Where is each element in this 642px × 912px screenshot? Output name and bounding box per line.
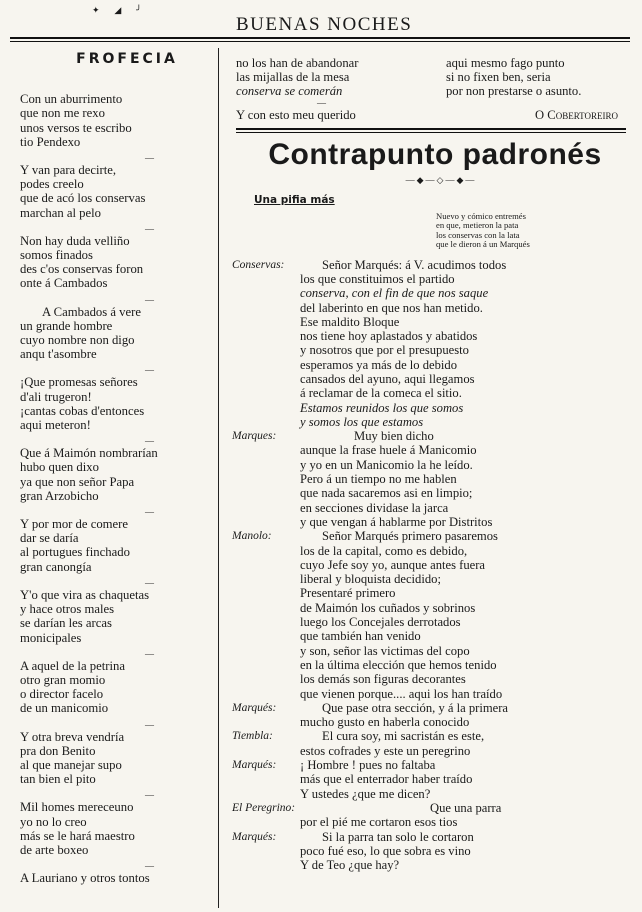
speech-line: y nosotros que por el presupuesto xyxy=(300,343,469,358)
stanza-line: yo no lo creo xyxy=(20,814,87,829)
header-rule-thin xyxy=(10,41,630,42)
stanza-line: que non me rexo xyxy=(20,106,105,121)
header-rule xyxy=(10,37,630,39)
stanza-line: un grande hombre xyxy=(20,318,113,333)
speech-line: de Maimón los cuñados y sobrinos xyxy=(300,600,476,615)
section-rule-thin xyxy=(236,132,626,133)
profecia-column xyxy=(20,52,212,889)
speech-line: Que pase otra sección, y á la primera xyxy=(322,700,509,715)
verse-line: por non prestarse o asunto. xyxy=(446,84,582,98)
stanza xyxy=(20,871,212,885)
speech-line: en la última elección que hemos tenido xyxy=(300,657,497,672)
top-verse xyxy=(226,56,626,98)
stanza-line: cuyo nombre non digo xyxy=(20,333,135,348)
right-column xyxy=(226,56,626,872)
stanza-divider: — xyxy=(145,223,154,234)
intro-line: Nuevo y cómico entremés xyxy=(436,211,526,221)
intro-line: los conservas con la lata xyxy=(436,229,520,240)
speech xyxy=(226,758,626,801)
stanza xyxy=(20,375,212,432)
stanza-divider: — xyxy=(145,294,154,305)
masthead-title: BUENAS NOCHES xyxy=(236,14,413,35)
speech-line: Muy bien dicho xyxy=(354,429,434,444)
stanza-line: Y por mor de comere xyxy=(20,517,129,532)
stanza-line: al que manejar supo xyxy=(20,757,122,772)
top-verse-left xyxy=(226,56,421,98)
speech-line: Señor Marqués primero pasaremos xyxy=(322,529,498,544)
speech-line: mucho gusto en haberla conocido xyxy=(300,715,470,730)
profecia-title: FROFECIA xyxy=(76,51,178,67)
intro-line: en que, metieron la pata xyxy=(436,220,519,231)
speech-line: los que constituimos el partido xyxy=(300,271,455,286)
verse-line: conserva se comerán xyxy=(236,84,343,98)
stanza xyxy=(20,517,212,574)
verse-line: Y con esto meu querido xyxy=(236,108,356,122)
speaker-label: Marqués: xyxy=(232,701,277,714)
speech-line: los de la capital, como es debido, xyxy=(300,543,468,558)
speech-line: Y de Teo ¿que hay? xyxy=(300,858,400,873)
stanza-line: hubo quen dixo xyxy=(20,460,99,475)
intro-verse xyxy=(436,212,616,250)
speech-line: aunque la frase huele á Manicomio xyxy=(300,443,477,458)
stanza-line: aqui meteron! xyxy=(20,418,91,433)
speech-line: conserva, con el fin de que nos saque xyxy=(300,286,489,301)
stanza xyxy=(20,92,212,149)
speech-line: á reclamar de la comeca el sitio. xyxy=(300,386,462,401)
stanza-line: al portugues finchado xyxy=(20,545,130,560)
speaker-label: Tiembla: xyxy=(232,730,273,743)
verse-line: si no fixen ben, seria xyxy=(446,70,551,84)
speaker-label: Marques: xyxy=(232,430,277,443)
speech-line: Que una parra xyxy=(430,800,502,815)
verse-line: aqui mesmo fago punto xyxy=(446,56,565,70)
verse-line: no los han de abandonar xyxy=(236,56,359,70)
stanza-line: des c'os conservas foron xyxy=(20,262,144,277)
speech xyxy=(226,801,626,830)
speech-lines xyxy=(300,729,626,758)
stanza xyxy=(20,446,212,503)
top-verse-right xyxy=(446,56,626,98)
stanza-line: Y van para decirte, xyxy=(20,163,117,178)
speech xyxy=(226,701,626,730)
speech-line: que vienen porque.... aqui los han traído xyxy=(300,686,503,701)
stanza-divider: — xyxy=(145,861,154,872)
section-rule xyxy=(236,128,626,130)
verse-line: las mijallas de la mesa xyxy=(236,70,350,84)
stanza-line: A Cambados á vere xyxy=(42,304,142,319)
stanza-divider: — xyxy=(145,577,154,588)
stanza-line: dar se daría xyxy=(20,531,79,546)
speech-line: nos tiene hoy aplastados y abatidos xyxy=(300,329,478,344)
speech-line: Pero á un tiempo no me hablen xyxy=(300,472,457,487)
speaker-label: Conservas: xyxy=(232,258,285,271)
stanza-divider: — xyxy=(145,648,154,659)
stanza-line: unos versos te escribo xyxy=(20,120,132,135)
title-ornament: —◆—◇—◆— xyxy=(405,175,477,185)
stanza-line: de un manicomio xyxy=(20,701,109,716)
speech-line: y yo en un Manicomio la he leído. xyxy=(300,457,473,472)
stanza-line: Y'o que vira as chaquetas xyxy=(20,587,150,602)
speech-line: más que el enterrador haber traído xyxy=(300,772,473,787)
stanza-line: Con un aburrimento xyxy=(20,92,123,107)
stanza-line: otro gran momio xyxy=(20,672,106,687)
speech-line: y que vengan á hablarme por Distritos xyxy=(300,514,493,529)
speech-line: luego los Concejales derrotados xyxy=(300,615,461,630)
signature: O Cobertoreiro xyxy=(535,108,618,122)
stanza-line: ¡cantas cobas d'entonces xyxy=(20,403,145,418)
stanza-line: d'ali trugeron! xyxy=(20,389,92,404)
speech-lines xyxy=(300,830,626,873)
stanza-line: Y otra breva vendría xyxy=(20,729,125,744)
speech-lines xyxy=(300,529,626,701)
stanza-line: somos finados xyxy=(20,248,93,263)
stanza-divider: — xyxy=(145,365,154,376)
speech-line: Señor Marqués: á V. acudimos todos xyxy=(322,257,507,272)
speech xyxy=(226,529,626,701)
speech-lines xyxy=(300,758,626,801)
stanza-line: y hace otros males xyxy=(20,602,115,617)
speech-line: liberal y bloquista decidido; xyxy=(300,572,441,587)
speech-line: cansados del ayuno, aqui llegamos xyxy=(300,372,475,386)
speaker-label: Manolo: xyxy=(232,530,272,543)
stanza xyxy=(20,588,212,645)
stanza-divider: — xyxy=(145,790,154,801)
intro-line: que le dieron á un Marqués xyxy=(436,239,530,250)
speech-lines xyxy=(300,258,626,430)
signature-line xyxy=(226,108,626,122)
stanza-line: monicipales xyxy=(20,630,82,645)
speech-line: que también han venido xyxy=(300,629,421,644)
speech-line: Si la parra tan solo le cortaron xyxy=(322,829,474,844)
speech-line: Y ustedes ¿que me dicen? xyxy=(300,786,431,801)
stanza-line: podes creelo xyxy=(20,177,84,192)
subhead: Una pifia más xyxy=(254,194,335,206)
speech-line: estos cofrades y este un peregrino xyxy=(300,743,471,758)
stanza-divider: — xyxy=(145,436,154,447)
dialogue xyxy=(226,258,626,873)
stanza-line: ya que non señor Papa xyxy=(20,474,135,489)
stanza-divider: — xyxy=(145,153,154,164)
speech-line: El cura soy, mi sacristán es este, xyxy=(322,729,485,744)
stanza-line: gran Arzobicho xyxy=(20,488,99,503)
speech-line: por el pié me cortaron esos tios xyxy=(300,815,458,830)
masthead xyxy=(0,0,642,40)
stanza-line: más se le hará maestro xyxy=(20,828,135,843)
speech-line: del laberinto en que nos han metido. xyxy=(300,300,483,315)
speech-line: en secciones dividase la jarca xyxy=(300,500,449,515)
stanza xyxy=(20,800,212,857)
stanza-line: onte á Cambados xyxy=(20,276,108,291)
stanza-line: Non hay duda velliño xyxy=(20,233,130,248)
speech xyxy=(226,729,626,758)
speaker-label: Marqués: xyxy=(232,759,277,772)
stanza-line: tio Pendexo xyxy=(20,134,81,149)
speaker-label: Marqués: xyxy=(232,830,277,843)
speech-line: y somos los que estamos xyxy=(300,414,424,429)
speech-line: y son, señor las victimas del copo xyxy=(300,643,470,658)
speech-line: que nada sacaremos asi en limpio; xyxy=(300,486,473,501)
stanza-line: que de acó los conservas xyxy=(20,191,146,206)
stanza-line: se darían les arcas xyxy=(20,616,112,631)
speech-line: los demás son figuras decorantes xyxy=(300,672,466,687)
stanza xyxy=(20,659,212,716)
speech-line: esperamos ya más de lo debido xyxy=(300,357,458,372)
column-divider xyxy=(218,48,219,908)
speech-lines xyxy=(300,701,626,730)
speech-line: Presentaré primero xyxy=(300,586,396,601)
stanza-line: pra don Benito xyxy=(20,743,96,758)
stanza xyxy=(20,234,212,291)
speech-line: ¡ Hombre ! pues no faltaba xyxy=(300,758,436,773)
stanza-divider: — xyxy=(145,719,154,730)
speaker-label: El Peregrino: xyxy=(232,801,296,814)
stanza-line: gran canongía xyxy=(20,559,92,574)
speech-line: Ese maldito Bloque xyxy=(300,314,400,329)
stanza-line: marchan al pelo xyxy=(20,205,102,220)
contrapunto-title: Contrapunto padronés xyxy=(268,138,602,171)
speech-lines xyxy=(300,429,626,529)
stanza-line: A Lauriano y otros tontos xyxy=(20,871,150,886)
speech-line: Estamos reunidos los que somos xyxy=(300,400,464,415)
stanza-divider: — xyxy=(145,507,154,518)
stanza xyxy=(20,730,212,787)
stanza xyxy=(20,305,212,362)
speech xyxy=(226,830,626,873)
stanza-line: anqu t'asombre xyxy=(20,347,97,362)
stanza-line: Que á Maimón nombrarían xyxy=(20,446,158,461)
speech-line: cuyo Jefe soy yo, aunque antes fuera xyxy=(300,557,485,572)
stanza xyxy=(20,163,212,220)
speech xyxy=(226,429,626,529)
stanza-line: A aquel de la petrina xyxy=(20,658,125,673)
divider-dash: — xyxy=(317,98,326,108)
profecia-stanzas xyxy=(20,92,212,885)
stanza-line: de arte boxeo xyxy=(20,842,89,857)
speech-lines xyxy=(300,801,626,830)
stanza-line: Mil homes mereceuno xyxy=(20,800,134,815)
masthead-ornament: ✦ ◢ ╯ xyxy=(92,6,148,16)
speech xyxy=(226,258,626,430)
speech-line: poco fué eso, lo que sobra es vino xyxy=(300,843,471,858)
stanza-line: o director facelo xyxy=(20,687,104,702)
stanza-line: ¡Que promesas señores xyxy=(20,375,138,390)
stanza-line: tan bien el pito xyxy=(20,772,96,787)
